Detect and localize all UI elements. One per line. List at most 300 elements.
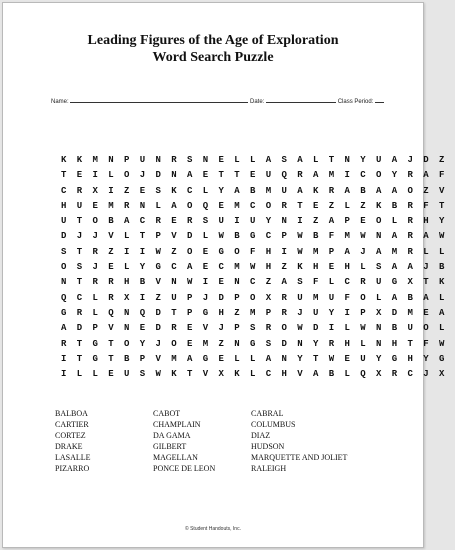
- grid-row: [61, 337, 455, 352]
- grid-letter: Q: [108, 307, 114, 318]
- grid-letter: D: [218, 292, 224, 303]
- grid-letter: R: [297, 170, 303, 181]
- grid-row: [61, 184, 455, 199]
- grid-letter: P: [234, 323, 240, 334]
- grid-letter: Z: [439, 155, 445, 165]
- grid-letter: R: [407, 246, 413, 257]
- grid-letter: L: [124, 231, 130, 242]
- grid-letter: C: [187, 185, 193, 196]
- grid-letter: W: [187, 277, 193, 288]
- grid-letter: L: [76, 369, 83, 380]
- grid-letter: G: [250, 231, 256, 242]
- grid-letter: J: [92, 231, 98, 242]
- grid-letter: F: [423, 200, 429, 211]
- grid-letter: U: [61, 216, 67, 227]
- grid-letter: Y: [265, 216, 272, 227]
- word-list-item: CABRAL: [251, 409, 284, 418]
- word-list-item: RALEIGH: [251, 464, 287, 473]
- grid-letter: X: [407, 277, 413, 288]
- grid-row: [61, 153, 455, 168]
- grid-letter: C: [76, 292, 83, 303]
- grid-letter: N: [297, 338, 303, 349]
- grid-letter: A: [297, 155, 303, 165]
- grid-letter: P: [124, 155, 130, 165]
- grid-letter: N: [376, 231, 382, 242]
- grid-letter: N: [281, 353, 287, 364]
- grid-letter: F: [439, 170, 445, 181]
- grid-letter: V: [171, 231, 177, 242]
- grid-letter: T: [439, 200, 445, 211]
- grid-letter: X: [376, 307, 382, 318]
- grid-letter: G: [391, 353, 398, 364]
- grid-letter: D: [281, 338, 287, 349]
- grid-letter: G: [439, 353, 445, 364]
- grid-letter: C: [250, 277, 256, 288]
- grid-letter: D: [391, 307, 398, 318]
- grid-letter: A: [187, 353, 193, 364]
- grid-letter: J: [407, 155, 413, 165]
- grid-letter: S: [281, 155, 287, 165]
- grid-letter: N: [234, 338, 240, 349]
- grid-letter: A: [124, 216, 130, 227]
- grid-letter: B: [313, 231, 319, 242]
- grid-letter: A: [423, 170, 429, 181]
- grid-letter: Z: [218, 338, 224, 349]
- grid-letter: I: [281, 246, 287, 257]
- grid-letter: O: [376, 170, 382, 181]
- grid-letter: E: [202, 170, 209, 181]
- grid-letter: O: [124, 338, 130, 349]
- grid-letter: W: [360, 231, 366, 242]
- grid-letter: A: [391, 231, 398, 242]
- grid-letter: W: [297, 231, 303, 242]
- grid-letter: N: [376, 323, 382, 334]
- grid-letter: T: [139, 231, 146, 242]
- grid-letter: O: [250, 292, 256, 303]
- grid-letter: U: [171, 292, 177, 303]
- grid-letter: M: [171, 353, 177, 364]
- grid-letter: D: [155, 307, 161, 318]
- grid-row: [61, 291, 455, 306]
- grid-letter: S: [155, 185, 161, 196]
- grid-letter: Z: [281, 262, 287, 273]
- grid-letter: Y: [376, 353, 382, 364]
- grid-letter: Y: [360, 155, 366, 165]
- grid-row: [61, 214, 455, 229]
- grid-letter: O: [407, 185, 413, 196]
- class-period-line: [375, 96, 384, 103]
- grid-letter: L: [439, 323, 445, 334]
- grid-letter: H: [313, 262, 319, 273]
- grid-letter: K: [234, 369, 240, 380]
- grid-letter: A: [376, 185, 382, 196]
- grid-letter: M: [108, 200, 114, 211]
- grid-letter: Q: [202, 200, 209, 211]
- grid-letter: G: [202, 353, 209, 364]
- grid-letter: P: [328, 246, 335, 257]
- grid-letter: I: [139, 246, 146, 257]
- grid-letter: X: [124, 292, 130, 303]
- grid-letter: R: [171, 323, 177, 334]
- word-list-item: PIZARRO: [55, 464, 90, 473]
- grid-letter: I: [202, 277, 209, 288]
- grid-letter: F: [423, 338, 429, 349]
- grid-letter: A: [439, 307, 445, 318]
- grid-letter: Y: [328, 307, 335, 318]
- grid-letter: G: [218, 246, 224, 257]
- grid-letter: L: [344, 369, 350, 380]
- grid-letter: M: [265, 185, 272, 196]
- word-search-grid: [61, 153, 455, 382]
- grid-letter: U: [250, 216, 256, 227]
- grid-letter: I: [139, 292, 146, 303]
- word-list-item: DIAZ: [251, 431, 271, 440]
- grid-letter: T: [76, 338, 83, 349]
- grid-letter: S: [297, 277, 303, 288]
- grid-letter: S: [139, 369, 146, 380]
- grid-letter: R: [328, 185, 335, 196]
- grid-letter: G: [92, 353, 98, 364]
- grid-letter: I: [234, 216, 240, 227]
- grid-letter: Y: [439, 216, 445, 227]
- grid-letter: T: [171, 307, 177, 318]
- word-list-item: HUDSON: [251, 442, 285, 451]
- grid-letter: A: [61, 323, 67, 334]
- grid-letter: U: [124, 369, 130, 380]
- grid-letter: D: [313, 323, 319, 334]
- grid-letter: D: [187, 231, 193, 242]
- grid-row: [61, 367, 455, 382]
- grid-letter: B: [407, 292, 413, 303]
- grid-letter: S: [265, 338, 272, 349]
- grid-letter: V: [297, 369, 303, 380]
- grid-letter: O: [187, 246, 193, 257]
- grid-letter: L: [124, 262, 130, 273]
- grid-letter: A: [187, 262, 193, 273]
- grid-letter: V: [155, 353, 161, 364]
- grid-letter: Y: [391, 170, 398, 181]
- grid-letter: R: [360, 277, 366, 288]
- grid-letter: N: [344, 155, 350, 165]
- name-label: Name:: [51, 99, 69, 105]
- grid-letter: M: [234, 262, 240, 273]
- grid-letter: C: [218, 262, 224, 273]
- grid-letter: Q: [360, 369, 366, 380]
- grid-letter: H: [265, 262, 272, 273]
- worksheet-page: [2, 2, 445, 548]
- grid-letter: L: [376, 292, 382, 303]
- grid-letter: K: [439, 277, 445, 288]
- grid-letter: G: [92, 338, 98, 349]
- grid-letter: K: [171, 185, 177, 196]
- grid-letter: G: [250, 338, 256, 349]
- grid-letter: R: [187, 216, 193, 227]
- grid-letter: C: [407, 369, 413, 380]
- grid-row: [61, 275, 455, 290]
- grid-letter: W: [297, 246, 303, 257]
- grid-letter: T: [234, 170, 240, 181]
- grid-letter: N: [234, 277, 240, 288]
- grid-letter: O: [376, 216, 382, 227]
- grid-letter: R: [391, 369, 398, 380]
- grid-letter: B: [108, 216, 114, 227]
- grid-letter: P: [234, 292, 240, 303]
- grid-letter: C: [344, 277, 350, 288]
- grid-letter: O: [265, 200, 272, 211]
- grid-letter: V: [202, 369, 209, 380]
- grid-letter: W: [439, 231, 445, 242]
- grid-letter: A: [344, 185, 350, 196]
- grid-letter: B: [139, 277, 146, 288]
- grid-letter: T: [328, 155, 335, 165]
- grid-letter: M: [250, 307, 256, 318]
- grid-row: [61, 245, 455, 260]
- grid-letter: M: [234, 200, 240, 211]
- grid-letter: L: [344, 200, 350, 211]
- grid-letter: R: [407, 170, 413, 181]
- grid-letter: N: [202, 155, 209, 165]
- grid-letter: H: [344, 262, 350, 273]
- grid-letter: J: [423, 369, 429, 380]
- grid-letter: M: [328, 170, 335, 181]
- grid-letter: U: [281, 185, 287, 196]
- grid-letter: D: [155, 170, 161, 181]
- grid-letter: K: [297, 262, 303, 273]
- grid-letter: K: [171, 369, 177, 380]
- word-list-item: LASALLE: [55, 453, 91, 462]
- grid-letter: C: [265, 231, 272, 242]
- grid-letter: U: [76, 200, 83, 211]
- grid-letter: R: [76, 185, 83, 196]
- grid-letter: J: [218, 323, 224, 334]
- grid-letter: E: [250, 170, 256, 181]
- grid-letter: E: [187, 323, 193, 334]
- grid-letter: H: [61, 200, 67, 211]
- word-list-item: CARTIER: [55, 420, 89, 429]
- grid-letter: P: [187, 307, 193, 318]
- grid-letter: C: [61, 185, 67, 196]
- grid-letter: A: [407, 262, 413, 273]
- grid-letter: W: [297, 323, 303, 334]
- grid-letter: W: [250, 262, 256, 273]
- grid-letter: M: [313, 292, 319, 303]
- grid-letter: N: [139, 200, 146, 211]
- grid-letter: N: [124, 307, 130, 318]
- grid-letter: E: [92, 200, 98, 211]
- copyright-notice: © Student Handouts, Inc.: [185, 526, 241, 532]
- grid-letter: L: [155, 200, 161, 211]
- name-line: [70, 96, 248, 103]
- grid-letter: R: [407, 200, 413, 211]
- student-info-fields: [51, 96, 381, 105]
- grid-letter: B: [250, 185, 256, 196]
- grid-letter: R: [124, 200, 130, 211]
- grid-letter: Z: [234, 307, 240, 318]
- grid-letter: D: [423, 155, 429, 165]
- grid-letter: B: [360, 185, 366, 196]
- grid-letter: N: [171, 170, 177, 181]
- grid-letter: Z: [360, 200, 366, 211]
- word-list-column: [55, 408, 91, 474]
- word-list-item: DA GAMA: [153, 431, 191, 440]
- grid-letter: Y: [139, 338, 146, 349]
- grid-letter: J: [76, 231, 83, 242]
- grid-letter: H: [218, 307, 224, 318]
- grid-letter: E: [218, 353, 224, 364]
- grid-letter: A: [313, 170, 319, 181]
- grid-letter: V: [202, 323, 209, 334]
- grid-letter: T: [76, 246, 83, 257]
- grid-letter: U: [360, 353, 366, 364]
- grid-letter: O: [124, 170, 130, 181]
- grid-letter: M: [407, 307, 413, 318]
- grid-letter: C: [139, 216, 146, 227]
- grid-letter: U: [297, 292, 303, 303]
- grid-letter: U: [139, 155, 146, 165]
- grid-letter: Q: [61, 292, 67, 303]
- date-label: Date:: [250, 99, 265, 105]
- word-list-item: PONCE DE LEON: [153, 464, 216, 473]
- grid-letter: B: [391, 323, 398, 334]
- grid-letter: R: [407, 216, 413, 227]
- grid-letter: M: [92, 155, 98, 165]
- grid-letter: P: [281, 231, 287, 242]
- grid-letter: Y: [218, 185, 224, 196]
- grid-row: [61, 168, 455, 183]
- grid-letter: A: [376, 246, 382, 257]
- grid-letter: B: [328, 369, 335, 380]
- word-list-item: CORTEZ: [55, 431, 86, 440]
- grid-letter: W: [155, 246, 161, 257]
- grid-letter: S: [376, 262, 382, 273]
- grid-letter: A: [265, 353, 272, 364]
- grid-letter: Z: [124, 185, 130, 196]
- grid-letter: X: [439, 369, 445, 380]
- class-period-label: Class Period:: [337, 99, 374, 105]
- grid-letter: I: [124, 246, 130, 257]
- grid-letter: L: [423, 246, 429, 257]
- grid-letter: U: [218, 216, 224, 227]
- grid-letter: F: [344, 292, 350, 303]
- grid-letter: W: [155, 369, 161, 380]
- grid-letter: S: [202, 216, 209, 227]
- grid-letter: L: [439, 246, 445, 257]
- grid-letter: C: [250, 200, 256, 211]
- grid-letter: E: [328, 262, 335, 273]
- grid-letter: U: [265, 170, 272, 181]
- grid-letter: O: [187, 200, 193, 211]
- grid-letter: P: [187, 292, 193, 303]
- grid-letter: Y: [297, 353, 303, 364]
- grid-letter: P: [360, 307, 366, 318]
- grid-letter: E: [218, 277, 224, 288]
- grid-letter: K: [376, 200, 382, 211]
- grid-letter: L: [250, 155, 256, 165]
- page-title: Leading Figures of the Age of Exploration: [87, 33, 339, 48]
- grid-letter: P: [92, 323, 98, 334]
- grid-letter: T: [187, 369, 193, 380]
- grid-letter: L: [360, 262, 366, 273]
- word-list-item: MARQUETTE AND JOLIET: [251, 453, 348, 462]
- grid-letter: R: [92, 246, 98, 257]
- grid-letter: T: [108, 353, 114, 364]
- grid-letter: L: [391, 216, 398, 227]
- grid-letter: V: [108, 231, 114, 242]
- grid-letter: A: [391, 185, 398, 196]
- grid-letter: A: [344, 246, 350, 257]
- grid-letter: G: [391, 277, 398, 288]
- grid-letter: X: [218, 369, 224, 380]
- grid-letter: M: [391, 246, 398, 257]
- grid-letter: P: [344, 216, 350, 227]
- grid-letter: P: [139, 353, 146, 364]
- grid-letter: E: [344, 353, 350, 364]
- date-line: [266, 96, 336, 103]
- grid-letter: U: [328, 292, 335, 303]
- grid-letter: L: [202, 185, 209, 196]
- grid-letter: H: [407, 353, 413, 364]
- grid-letter: I: [328, 323, 335, 334]
- grid-letter: L: [250, 353, 256, 364]
- grid-letter: L: [234, 155, 240, 165]
- grid-letter: Y: [423, 353, 429, 364]
- grid-letter: I: [108, 185, 114, 196]
- grid-letter: J: [155, 338, 161, 349]
- grid-letter: F: [250, 246, 256, 257]
- grid-letter: J: [92, 262, 98, 273]
- grid-letter: M: [344, 231, 350, 242]
- grid-letter: A: [297, 185, 303, 196]
- grid-letter: D: [76, 323, 83, 334]
- word-list-item: MAGELLAN: [153, 453, 198, 462]
- grid-letter: M: [313, 246, 319, 257]
- grid-letter: E: [360, 216, 366, 227]
- grid-letter: X: [376, 369, 382, 380]
- grid-letter: E: [202, 246, 209, 257]
- grid-letter: Z: [171, 246, 177, 257]
- grid-letter: R: [108, 292, 114, 303]
- grid-letter: O: [61, 262, 67, 273]
- grid-letter: Q: [139, 307, 146, 318]
- grid-letter: E: [218, 155, 224, 165]
- grid-letter: E: [108, 262, 114, 273]
- grid-letter: T: [297, 200, 303, 211]
- grid-letter: I: [297, 216, 303, 227]
- grid-letter: L: [439, 292, 445, 303]
- grid-letter: O: [92, 216, 98, 227]
- grid-letter: K: [313, 185, 319, 196]
- grid-letter: Z: [313, 216, 319, 227]
- grid-letter: L: [313, 155, 319, 165]
- grid-letter: T: [313, 353, 319, 364]
- grid-letter: J: [139, 170, 146, 181]
- grid-letter: L: [360, 338, 366, 349]
- grid-letter: R: [76, 307, 83, 318]
- grid-letter: A: [391, 155, 398, 165]
- grid-letter: T: [76, 277, 83, 288]
- grid-letter: A: [423, 231, 429, 242]
- grid-letter: Y: [139, 262, 146, 273]
- grid-letter: R: [265, 323, 272, 334]
- grid-row: [61, 306, 455, 321]
- grid-letter: G: [155, 262, 161, 273]
- grid-row: [61, 352, 455, 367]
- grid-letter: R: [328, 338, 335, 349]
- grid-letter: A: [171, 200, 177, 211]
- grid-letter: H: [344, 338, 350, 349]
- grid-letter: F: [328, 231, 335, 242]
- grid-letter: S: [250, 323, 256, 334]
